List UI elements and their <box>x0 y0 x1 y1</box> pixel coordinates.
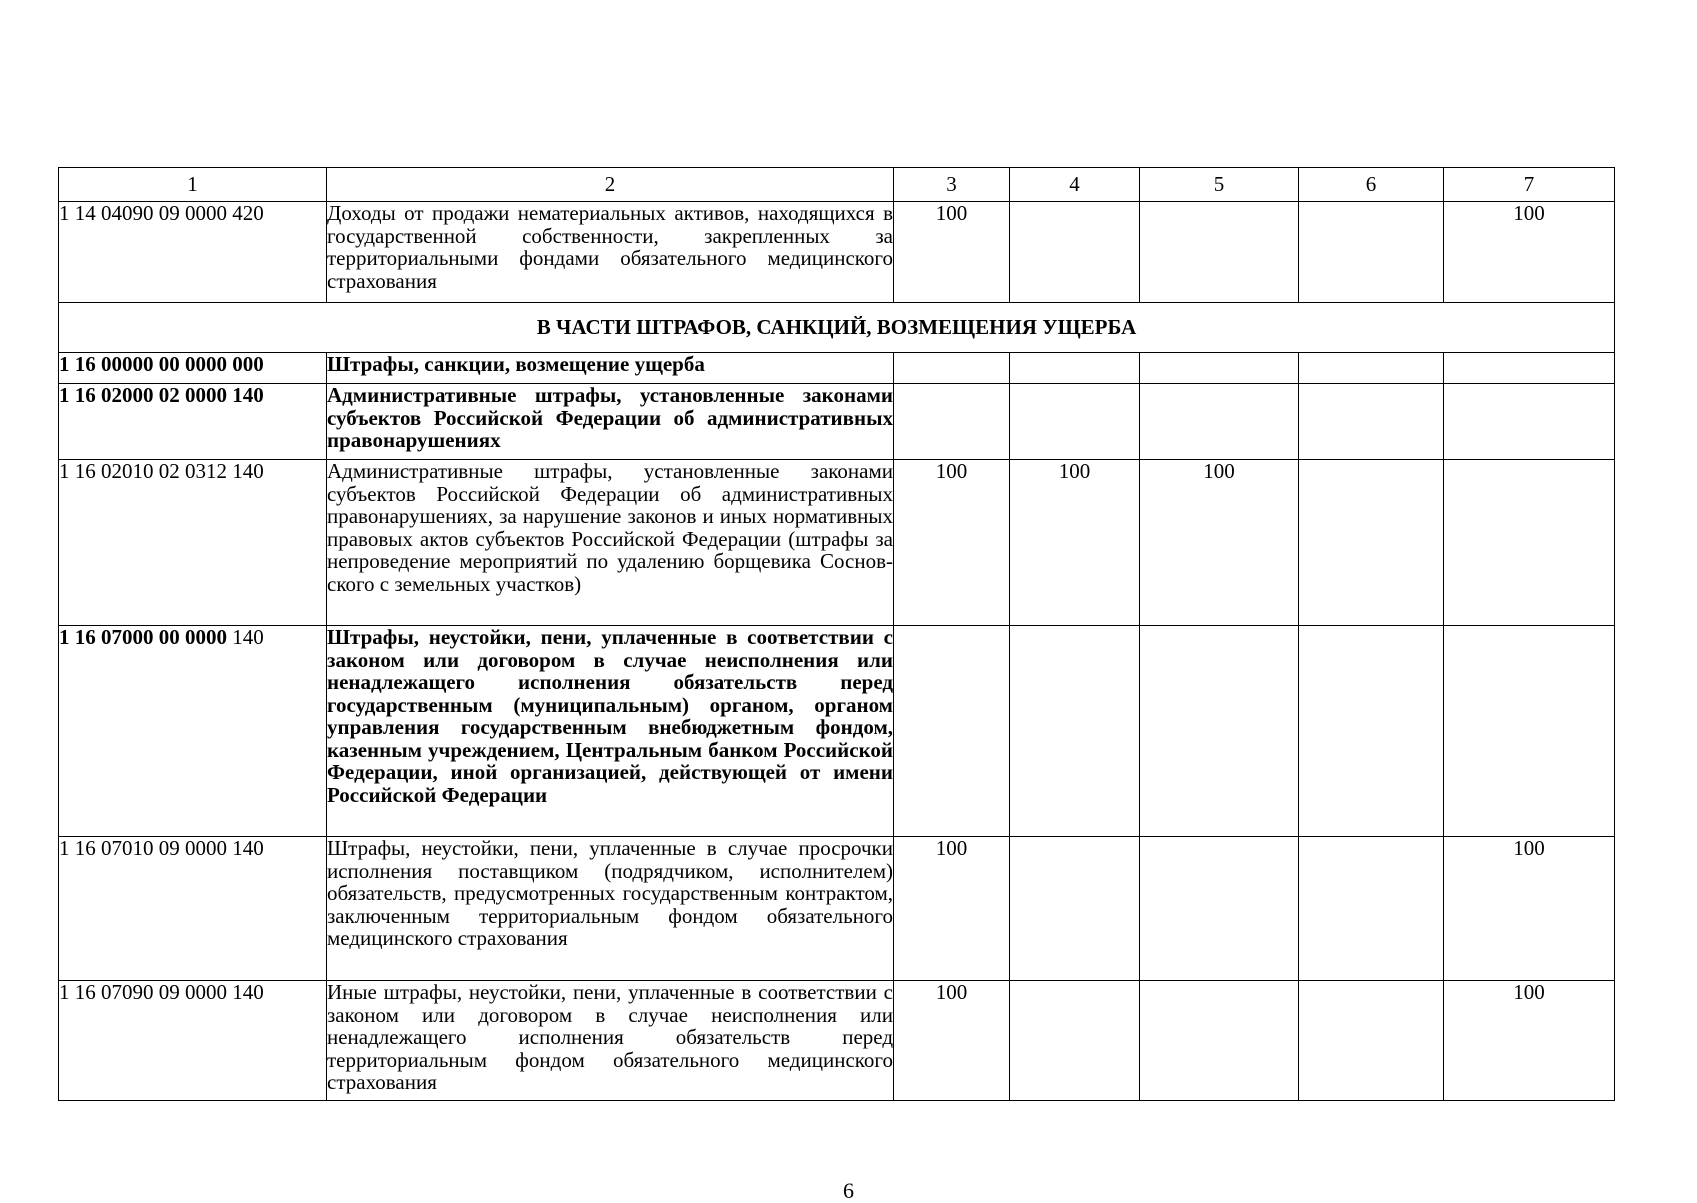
table-row <box>59 384 1615 460</box>
table-row <box>59 626 1615 837</box>
percentage-cell-col-6 <box>1299 353 1444 384</box>
percentage-cell-col-5 <box>1140 626 1299 837</box>
table-row <box>59 460 1615 626</box>
percentage-cell-col-3: 100 <box>894 460 1010 626</box>
budget-code-cell <box>59 384 327 460</box>
percentage-cell-col-4 <box>1010 384 1140 460</box>
percentage-cell-col-4 <box>1010 837 1140 981</box>
percentage-cell-col-4: 100 <box>1010 460 1140 626</box>
percentage-cell-col-4 <box>1010 202 1140 303</box>
column-number: 3 <box>894 168 1010 202</box>
percentage-cell-col-6 <box>1299 626 1444 837</box>
budget-code-cell <box>59 202 327 303</box>
budget-code: 1 16 07090 09 0000 140 <box>59 980 264 1004</box>
budget-code-cell <box>59 626 327 837</box>
document-table-wrapper <box>58 167 1615 1101</box>
revenue-classification-table <box>58 167 1615 1101</box>
percentage-cell-col-3 <box>894 353 1010 384</box>
budget-code: 140 <box>227 625 264 649</box>
column-number: 6 <box>1299 168 1444 202</box>
percentage-cell-col-3: 100 <box>894 202 1010 303</box>
column-number: 2 <box>327 168 894 202</box>
percentage-cell-col-4 <box>1010 353 1140 384</box>
revenue-description: Административные штрафы, установленные законами субъектов Российской Федерации об административных правонарушениях <box>327 384 894 460</box>
percentage-cell-col-6 <box>1299 837 1444 981</box>
percentage-cell-col-6 <box>1299 981 1444 1101</box>
percentage-cell-col-3 <box>894 626 1010 837</box>
percentage-cell-col-5 <box>1140 981 1299 1101</box>
revenue-description: Административные штрафы, установленные законами субъектов Российской Федерации об административных правонарушениях, за нарушение законов и иных нормативных правовых актов субъектов Российской Федерации (штрафы за непроведение мероприятий по удалению борщевика Сосновского с земельных участков) <box>327 460 894 626</box>
revenue-description: Штрафы, неустойки, пени, уплаченные в соответствии с законом или договором в случае неисполнения или ненадлежащего исполнения обязательств перед государственным (муниципальным) органом, органом управления государственным внебюджетным фондом, казенным учреждением, Центральным банком Российской Федерации, иной организацией, действующей от имени Российской Федерации <box>327 626 894 837</box>
percentage-cell-col-5 <box>1140 837 1299 981</box>
percentage-cell-col-5 <box>1140 384 1299 460</box>
table-row <box>59 202 1615 303</box>
revenue-description: Иные штрафы, неустойки, пени, уплаченные в соответствии с законом или договором в случае неисполнения или ненадлежащего исполнения обязательств перед территориальным фондом обязательного медицинского страхования <box>327 981 894 1101</box>
section-heading-row <box>59 303 1615 353</box>
percentage-cell-col-7: 100 <box>1444 837 1615 981</box>
percentage-cell-col-3 <box>894 384 1010 460</box>
percentage-cell-col-6 <box>1299 384 1444 460</box>
table-row <box>59 353 1615 384</box>
budget-code-bold: 1 16 00000 00 0000 000 <box>59 352 264 376</box>
budget-code: 1 14 04090 09 0000 420 <box>59 201 264 225</box>
percentage-cell-col-7 <box>1444 353 1615 384</box>
percentage-cell-col-3: 100 <box>894 837 1010 981</box>
column-number: 5 <box>1140 168 1299 202</box>
percentage-cell-col-7 <box>1444 384 1615 460</box>
column-number: 1 <box>59 168 327 202</box>
revenue-description: Доходы от продажи нематериальных активов, находящихся в государственной собственности, закрепленных за территориальными фондами обязательного медицинского страхования <box>327 202 894 303</box>
page-number: 6 <box>843 1178 854 1203</box>
percentage-cell-col-7: 100 <box>1444 202 1615 303</box>
percentage-cell-col-6 <box>1299 460 1444 626</box>
column-header-row <box>59 168 1615 202</box>
percentage-cell-col-3: 100 <box>894 981 1010 1101</box>
percentage-cell-col-7 <box>1444 460 1615 626</box>
percentage-cell-col-5 <box>1140 353 1299 384</box>
budget-code-cell <box>59 460 327 626</box>
revenue-description: Штрафы, неустойки, пени, уплаченные в случае просрочки исполнения поставщиком (подрядчиком, исполнителем) обязательств, предусмотренных государственным контрактом, заключенным территориальным фондом обязательного медицинского страхования <box>327 837 894 981</box>
column-number: 4 <box>1010 168 1140 202</box>
budget-code: 1 16 07010 09 0000 140 <box>59 836 264 860</box>
revenue-description: Штрафы, санкции, возмещение ущерба <box>327 353 894 384</box>
budget-code-bold: 1 16 02000 02 0000 140 <box>59 383 264 407</box>
percentage-cell-col-4 <box>1010 981 1140 1101</box>
percentage-cell-col-7: 100 <box>1444 981 1615 1101</box>
percentage-cell-col-7 <box>1444 626 1615 837</box>
column-number: 7 <box>1444 168 1615 202</box>
table-row <box>59 981 1615 1101</box>
budget-code-cell <box>59 981 327 1101</box>
table-row <box>59 837 1615 981</box>
percentage-cell-col-5: 100 <box>1140 460 1299 626</box>
budget-code-cell <box>59 837 327 981</box>
budget-code-cell <box>59 353 327 384</box>
budget-code: 1 16 02010 02 0312 140 <box>59 459 264 483</box>
budget-code-bold: 1 16 07000 00 0000 <box>59 625 227 649</box>
percentage-cell-col-4 <box>1010 626 1140 837</box>
percentage-cell-col-6 <box>1299 202 1444 303</box>
section-heading: В ЧАСТИ ШТРАФОВ, САНКЦИЙ, ВОЗМЕЩЕНИЯ УЩЕРБА <box>59 303 1615 353</box>
percentage-cell-col-5 <box>1140 202 1299 303</box>
